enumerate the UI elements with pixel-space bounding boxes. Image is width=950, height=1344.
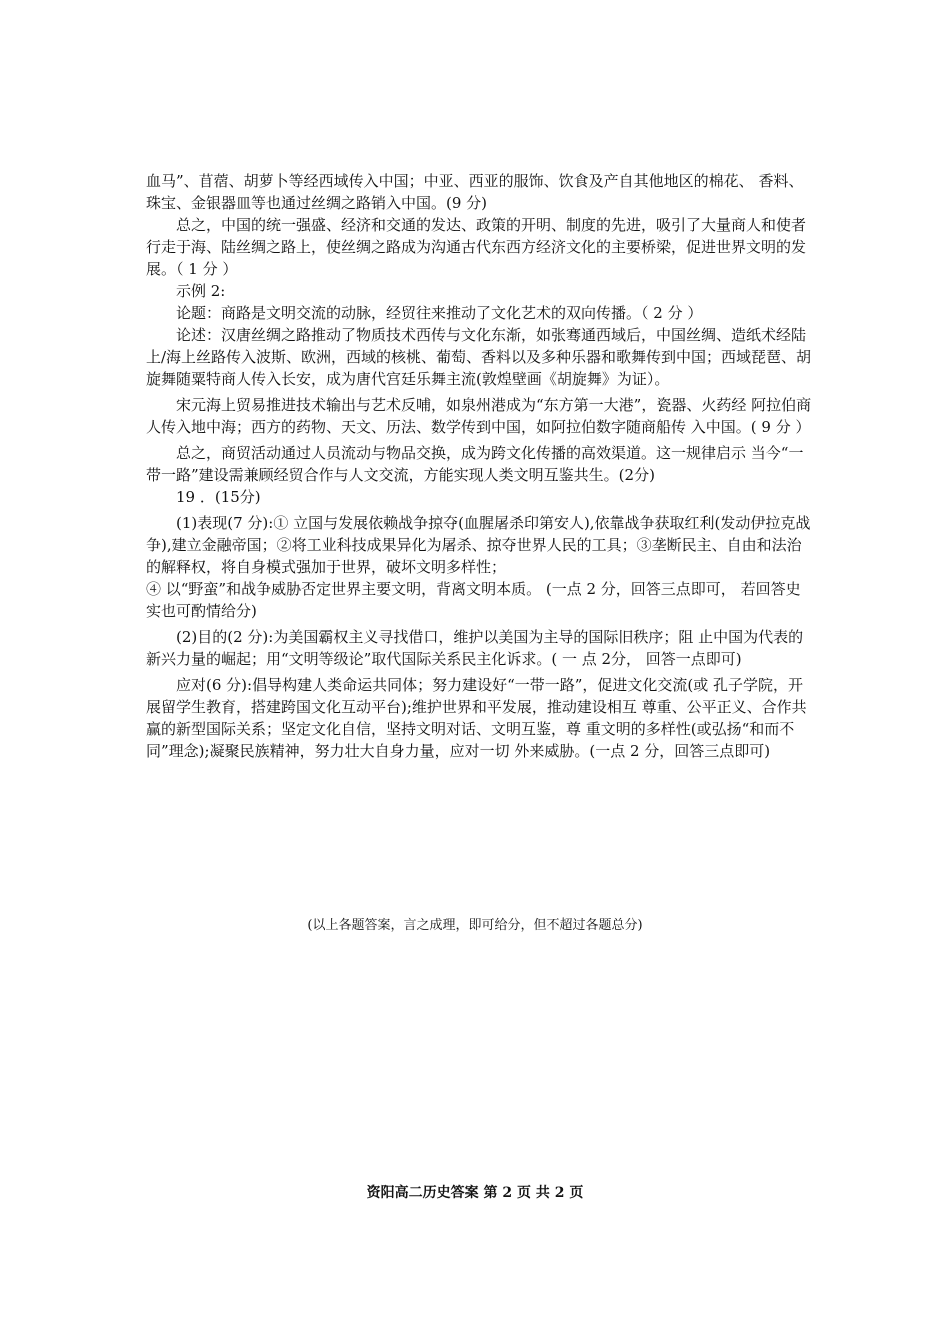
paragraph-q19-part2-response: 应对(6 分):倡导构建人类命运共同体；努力建设好“一带一路”，促进文化交流(或 孔子学院，开展留学生教育，搭建跨国文化互动平台);维护世界和平发展，推动建设相互 尊重、公平正义、合作共赢的新型国际关系；坚定文化自信，坚持文明对话、文明互鉴，尊 重文明的多样性(或弘扬“和而不同”理念);凝聚民族精神，努力壮大自身力量，应对一切 外来威胁。(一点 2 分，回答三点即可) (146, 676, 807, 760)
paragraph-silk-road-imports: 血马”、苜蓿、胡萝卜等经西域传入中国；中亚、西亚的服饰、饮食及产自其他地区的棉花、 香料、珠宝、金银器皿等也通过丝绸之路销入中国。(9 分) (146, 172, 804, 212)
question-19-heading: 19 ．(15分) (176, 488, 261, 506)
paragraph-summary-1: 总之，中国的统一强盛、经济和交通的发达、政策的开明、制度的先进，吸引了大量商人和使者行走于海、陆丝绸之路上，使丝绸之路成为沟通古代东西方经济文化的主要桥梁，促进世界文明的发展。（ 1 分 ） (146, 216, 807, 278)
paragraph-q19-part2-purpose: (2)目的(2 分):为美国霸权主义寻找借口，维护以美国为主导的国际旧秩序；阻 止中国为代表的新兴力量的崛起；用“文明等级论”取代国际关系民主化诉求。( 一 点 2分， 回答一点即可) (146, 628, 804, 668)
closing-note: (以上各题答案，言之成理，即可给分，但不超过各题总分) (307, 918, 643, 933)
paragraph-q19-part1: (1)表现(7 分):① 立国与发展依赖战争掠夺(血腥屠杀印第安人),依靠战争获取红利(发动伊拉克战争),建立金融帝国；②将工业科技成果异化为屠杀、掠夺世界人民的工具；③垄断民主、自由和法治的解释权，将自身模式强加于世界，破坏文明多样性； (146, 514, 811, 576)
paragraph-example-2-heading: 示例 2: (176, 282, 226, 300)
paragraph-argument-song-yuan: 宋元海上贸易推进技术输出与艺术反哺，如泉州港成为“东方第一大港”，瓷器、火药经 阿拉伯商人传入地中海；西方的药物、天文、历法、数学传到中国，如阿拉伯数字随商船传 入中国。( 9 分 ） (146, 396, 812, 436)
paragraph-q19-part1-point4: ④ 以“野蛮”和战争威胁否定世界主要文明，背离文明本质。 (一点 2 分，回答三点即可， 若回答史实也可酌情给分) (146, 580, 801, 620)
paragraph-summary-2: 总之，商贸活动通过人员流动与物品交换，成为跨文化传播的高效渠道。这一规律启示 当今“一带一路”建设需兼顾经贸合作与人文交流，方能实现人类文明互鉴共生。(2分) (146, 444, 804, 484)
answer-body (146, 170, 814, 762)
paragraph-argument-han-tang: 论述：汉唐丝绸之路推动了物质技术西传与文化东渐，如张骞通西域后，中国丝绸、造纸术经陆上/海上丝路传入波斯、欧洲，西域的核桃、葡萄、香料以及多种乐器和歌舞传到中国；西域琵琶、胡旋舞随粟特商人传入长安，成为唐代宫廷乐舞主流(敦煌壁画《胡旋舞》为证）。 (146, 326, 812, 388)
paragraph-thesis: 论题：商路是文明交流的动脉，经贸往来推动了文化艺术的双向传播。（ 2 分 ） (176, 304, 703, 322)
page-footer: 资阳高二历史答案 第 2 页 共 2 页 (366, 1185, 584, 1201)
